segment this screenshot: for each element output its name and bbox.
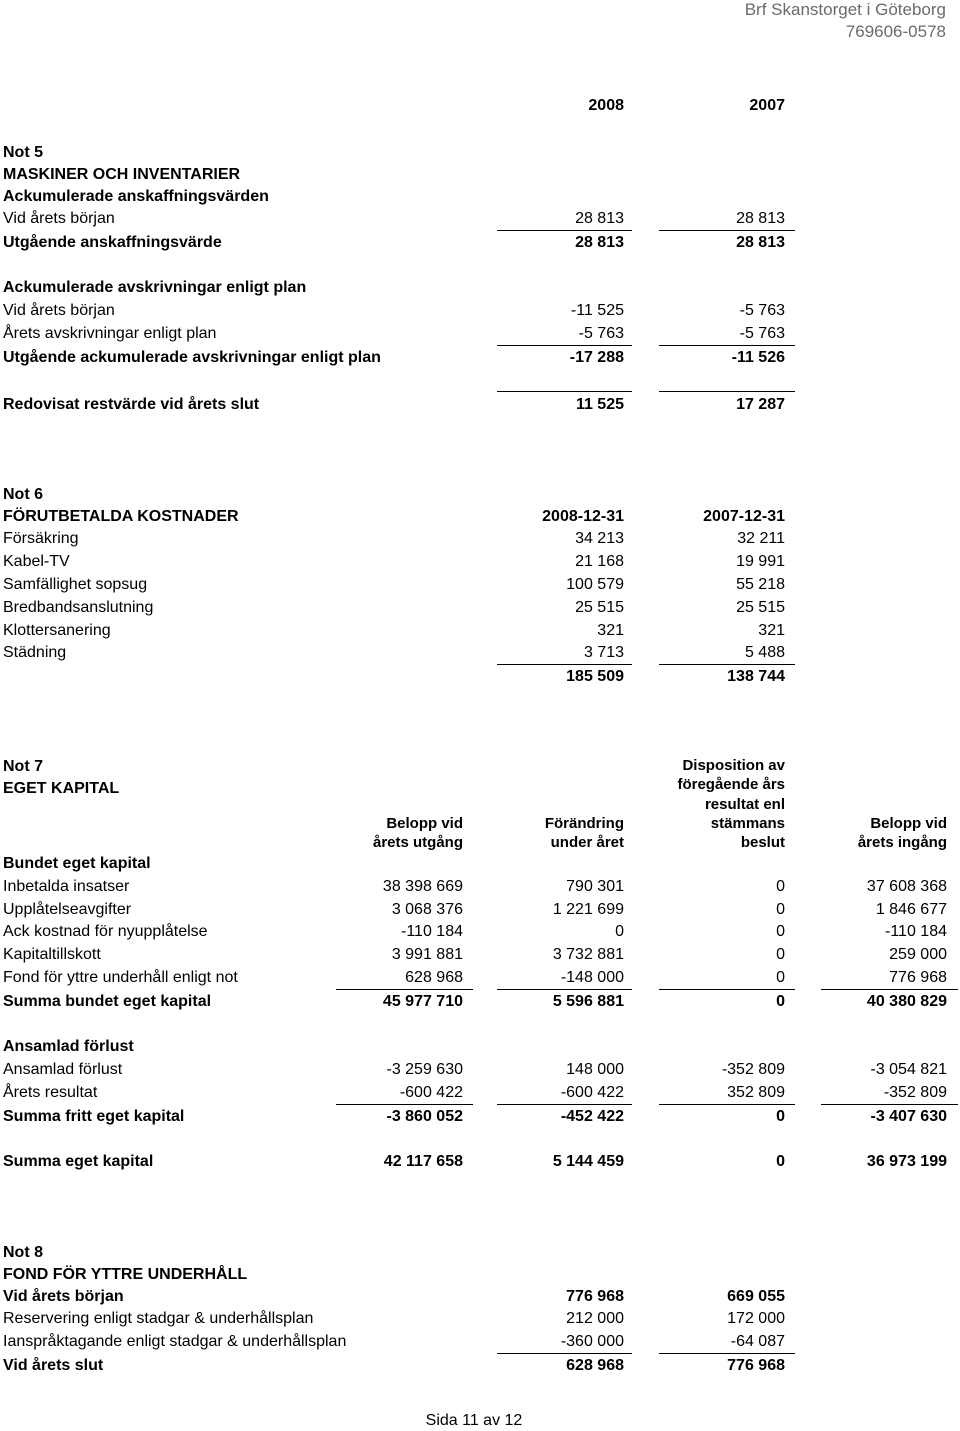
row-label: Utgående ackumulerade avskrivningar enligt plan bbox=[3, 349, 381, 366]
value-2007: -5 763 bbox=[739, 325, 785, 342]
row-label: Ack kostnad för nyupplåtelse bbox=[3, 923, 208, 940]
row-label: Klottersanering bbox=[3, 622, 111, 639]
col-header-closing-l1: Belopp vid bbox=[386, 815, 463, 832]
value-closing: 3 068 376 bbox=[391, 901, 463, 918]
value-2007: 28 813 bbox=[736, 210, 785, 227]
sum-closing: -3 860 052 bbox=[386, 1108, 463, 1125]
value-2008: 28 813 bbox=[575, 234, 624, 251]
note-5-heading: MASKINER OCH INVENTARIER bbox=[3, 166, 241, 183]
value-opening: 259 000 bbox=[889, 946, 947, 963]
sum-opening: 40 380 829 bbox=[866, 993, 947, 1010]
value-current: 21 168 bbox=[575, 553, 624, 570]
note-5-subheading-depreciation: Ackumulerade avskrivningar enligt plan bbox=[3, 279, 307, 296]
value-2008: -5 763 bbox=[578, 325, 624, 342]
value-closing: -3 259 630 bbox=[386, 1061, 463, 1078]
value-change: 148 000 bbox=[566, 1061, 624, 1078]
value-2008: -360 000 bbox=[560, 1333, 624, 1350]
total-change: 5 144 459 bbox=[552, 1153, 624, 1170]
value-2008: 11 525 bbox=[575, 396, 624, 413]
value-closing: 628 968 bbox=[405, 969, 463, 986]
col-header-disposition-l2: föregående års bbox=[677, 776, 785, 793]
total-label: Summa eget kapital bbox=[3, 1153, 154, 1170]
row-label: Vid årets början bbox=[3, 1288, 124, 1305]
underline bbox=[659, 664, 795, 665]
value-closing: -600 422 bbox=[399, 1084, 463, 1101]
value-closing: 38 398 669 bbox=[382, 878, 463, 895]
note-8-heading: FOND FÖR YTTRE UNDERHÅLL bbox=[3, 1266, 248, 1283]
row-label: Inbetalda insatser bbox=[3, 878, 130, 895]
value-2007: 172 000 bbox=[727, 1310, 785, 1327]
section-restricted-equity: Bundet eget kapital bbox=[3, 855, 151, 872]
note-7-heading: EGET KAPITAL bbox=[3, 780, 120, 797]
underline bbox=[497, 345, 632, 346]
value-opening: 37 608 368 bbox=[866, 878, 947, 895]
total-current: 185 509 bbox=[566, 668, 624, 685]
underline bbox=[336, 989, 473, 990]
row-label: Bredbandsanslutning bbox=[3, 599, 154, 616]
date-header-previous: 2007-12-31 bbox=[703, 508, 785, 525]
value-2008: 776 968 bbox=[566, 1288, 624, 1305]
underline bbox=[659, 989, 795, 990]
value-previous: 321 bbox=[758, 622, 785, 639]
value-opening: 1 846 677 bbox=[875, 901, 947, 918]
value-current: 321 bbox=[597, 622, 624, 639]
row-label: Upplåtelseavgifter bbox=[3, 901, 132, 918]
row-label: Kabel-TV bbox=[3, 553, 70, 570]
value-2007: -5 763 bbox=[739, 302, 785, 319]
value-previous: 32 211 bbox=[737, 530, 785, 547]
row-label: Fond för yttre underhåll enligt not bbox=[3, 969, 238, 986]
date-header-current: 2008-12-31 bbox=[542, 508, 624, 525]
underline bbox=[497, 664, 632, 665]
underline bbox=[497, 391, 632, 392]
value-2007: 776 968 bbox=[727, 1357, 785, 1374]
note-8-title: Not 8 bbox=[3, 1244, 43, 1261]
note-6-title: Not 6 bbox=[3, 486, 43, 503]
row-label: Vid årets början bbox=[3, 210, 115, 227]
row-label: Vid årets slut bbox=[3, 1357, 104, 1374]
underline bbox=[497, 1104, 632, 1105]
col-header-disposition-l5: beslut bbox=[740, 834, 785, 851]
value-previous: 25 515 bbox=[736, 599, 785, 616]
value-opening: -3 054 821 bbox=[870, 1061, 947, 1078]
value-closing: 3 991 881 bbox=[391, 946, 463, 963]
value-2008: 212 000 bbox=[566, 1310, 624, 1327]
note-5-title: Not 5 bbox=[3, 144, 43, 161]
note-5-subheading-acquisition: Ackumulerade anskaffningsvärden bbox=[3, 188, 269, 205]
value-current: 34 213 bbox=[575, 530, 624, 547]
value-opening: 776 968 bbox=[889, 969, 947, 986]
value-change: -148 000 bbox=[560, 969, 624, 986]
year-header-previous: 2007 bbox=[749, 97, 785, 114]
underline bbox=[659, 391, 795, 392]
value-change: -600 422 bbox=[560, 1084, 624, 1101]
total-disposition: 0 bbox=[776, 1153, 785, 1170]
row-label: Ansamlad förlust bbox=[3, 1061, 123, 1078]
value-change: 3 732 881 bbox=[552, 946, 624, 963]
col-header-disposition-l3: resultat enl bbox=[704, 796, 785, 813]
value-change: 0 bbox=[615, 923, 624, 940]
row-label: Försäkring bbox=[3, 530, 79, 547]
value-2007: -64 087 bbox=[730, 1333, 785, 1350]
note-6-heading: FÖRUTBETALDA KOSTNADER bbox=[3, 508, 239, 525]
underline bbox=[659, 230, 795, 231]
underline bbox=[497, 230, 632, 231]
value-disposition: 0 bbox=[776, 969, 785, 986]
sum-change: 5 596 881 bbox=[552, 993, 624, 1010]
value-disposition: 352 809 bbox=[727, 1084, 785, 1101]
value-previous: 55 218 bbox=[736, 576, 785, 593]
organization-number: 769606-0578 bbox=[845, 22, 946, 41]
value-current: 25 515 bbox=[575, 599, 624, 616]
row-label: Reservering enligt stadgar & underhållsplan bbox=[3, 1310, 314, 1327]
value-previous: 5 488 bbox=[744, 644, 785, 661]
year-header-current: 2008 bbox=[588, 97, 624, 114]
sum-label: Summa bundet eget kapital bbox=[3, 993, 212, 1010]
value-2008: 28 813 bbox=[575, 210, 624, 227]
row-label: Ianspråktagande enligt stadgar & underhållsplan bbox=[3, 1333, 347, 1350]
value-2008: -11 525 bbox=[570, 302, 624, 319]
value-closing: -110 184 bbox=[401, 923, 463, 940]
value-disposition: 0 bbox=[776, 923, 785, 940]
underline bbox=[336, 1104, 473, 1105]
col-header-change-l2: under året bbox=[550, 834, 624, 851]
value-current: 3 713 bbox=[583, 644, 624, 661]
total-opening: 36 973 199 bbox=[866, 1153, 947, 1170]
col-header-disposition-l1: Disposition av bbox=[682, 757, 785, 774]
col-header-opening-l1: Belopp vid bbox=[870, 815, 947, 832]
row-label: Vid årets början bbox=[3, 302, 115, 319]
sum-disposition: 0 bbox=[776, 1108, 785, 1125]
value-2007: -11 526 bbox=[731, 349, 785, 366]
underline bbox=[497, 1353, 632, 1354]
organization-name: Brf Skanstorget i Göteborg bbox=[744, 0, 946, 19]
col-header-opening-l2: årets ingång bbox=[857, 834, 947, 851]
total-closing: 42 117 658 bbox=[383, 1153, 463, 1170]
value-opening: -110 184 bbox=[885, 923, 947, 940]
sum-change: -452 422 bbox=[560, 1108, 624, 1125]
value-2008: 628 968 bbox=[566, 1357, 624, 1374]
underline bbox=[659, 1104, 795, 1105]
underline bbox=[659, 1353, 795, 1354]
col-header-disposition-l4: stämmans bbox=[710, 815, 785, 832]
row-label: Städning bbox=[3, 644, 67, 661]
value-previous: 19 991 bbox=[736, 553, 785, 570]
total-previous: 138 744 bbox=[727, 668, 785, 685]
sum-label: Summa fritt eget kapital bbox=[3, 1108, 185, 1125]
section-accumulated-loss: Ansamlad förlust bbox=[3, 1038, 134, 1055]
sum-disposition: 0 bbox=[776, 993, 785, 1010]
value-opening: -352 809 bbox=[883, 1084, 947, 1101]
page-number: Sida 11 av 12 bbox=[425, 1412, 523, 1429]
row-label: Redovisat restvärde vid årets slut bbox=[3, 396, 260, 413]
value-disposition: 0 bbox=[776, 946, 785, 963]
row-label: Årets resultat bbox=[3, 1084, 98, 1101]
sum-closing: 45 977 710 bbox=[382, 993, 463, 1010]
value-2008: -17 288 bbox=[569, 349, 624, 366]
row-label: Årets avskrivningar enligt plan bbox=[3, 325, 217, 342]
value-disposition: -352 809 bbox=[721, 1061, 785, 1078]
value-current: 100 579 bbox=[566, 576, 624, 593]
note-7-title: Not 7 bbox=[3, 758, 43, 775]
value-2007: 28 813 bbox=[736, 234, 785, 251]
col-header-closing-l2: årets utgång bbox=[372, 834, 463, 851]
value-disposition: 0 bbox=[776, 901, 785, 918]
value-disposition: 0 bbox=[776, 878, 785, 895]
value-change: 1 221 699 bbox=[552, 901, 624, 918]
underline bbox=[659, 345, 795, 346]
value-2007: 17 287 bbox=[736, 396, 785, 413]
row-label: Kapitaltillskott bbox=[3, 946, 101, 963]
sum-opening: -3 407 630 bbox=[870, 1108, 947, 1125]
row-label: Utgående anskaffningsvärde bbox=[3, 234, 222, 251]
underline bbox=[821, 989, 958, 990]
underline bbox=[821, 1104, 958, 1105]
col-header-change-l1: Förändring bbox=[544, 815, 624, 832]
value-change: 790 301 bbox=[566, 878, 624, 895]
underline bbox=[497, 989, 632, 990]
row-label: Samfällighet sopsug bbox=[3, 576, 148, 593]
value-2007: 669 055 bbox=[727, 1288, 785, 1305]
